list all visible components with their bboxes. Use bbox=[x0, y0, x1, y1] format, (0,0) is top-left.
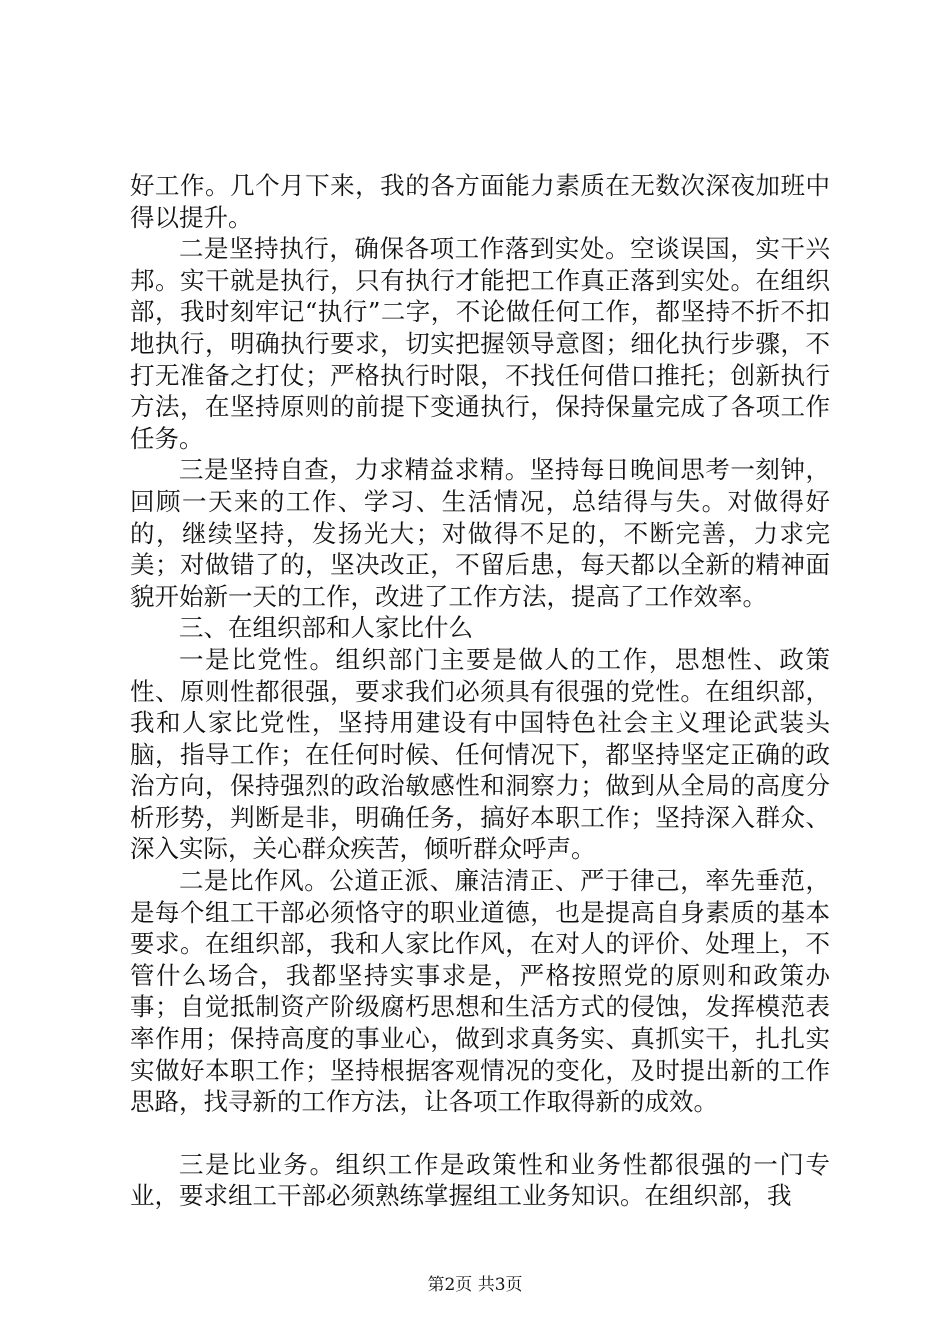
paragraph-business: 三是比业务。组织工作是政策性和业务性都很强的一门专业，要求组工干部必须熟练掌握组工业务知识。在组织部，我 bbox=[130, 1149, 830, 1211]
paragraph-gap bbox=[130, 1118, 830, 1149]
paragraph-party-spirit: 一是比党性。组织部门主要是做人的工作，思想性、政策性、原则性都很强，要求我们必须具有很强的党性。在组织部，我和人家比党性，坚持用建设有中国特色社会主义理论武装头脑，指导工作；在任何时候、任何情况下，都坚持坚定正确的政治方向，保持强烈的政治敏感性和洞察力；做到从全局的高度分析形势，判断是非，明确任务，搞好本职工作；坚持深入群众、深入实际，关心群众疾苦，倾听群众呼声。 bbox=[130, 644, 830, 864]
paragraph-work-style: 二是比作风。公道正派、廉洁清正、严于律己，率先垂范，是每个组工干部必须恪守的职业道德，也是提高自身素质的基本要求。在组织部，我和人家比作风，在对人的评价、处理上，不管什么场合，我都坚持实事求是，严格按照党的原则和政策办事；自觉抵制资产阶级腐朽思想和生活方式的侵蚀，发挥模范表率作用；保持高度的事业心，做到求真务实、真抓实干，扎扎实实做好本职工作；坚持根据客观情况的变化，及时提出新的工作思路，找寻新的工作方法，让各项工作取得新的成效。 bbox=[130, 866, 830, 1117]
document-body bbox=[130, 170, 830, 1212]
page-number: 第2页 共3页 bbox=[427, 1275, 523, 1295]
paragraph-continuation: 好工作。几个月下来，我的各方面能力素质在无数次深夜加班中得以提升。 bbox=[130, 171, 830, 232]
paragraph-self-check: 三是坚持自查，力求精益求精。坚持每日晚间思考一刻钟，回顾一天来的工作、学习、生活情况，总结得与失。对做得好的，继续坚持，发扬光大；对做得不足的，不断完善，力求完美；对做错了的，坚决改正，不留后患，每天都以全新的精神面貌开始新一天的工作，改进了工作方法，提高了工作效率。 bbox=[130, 455, 830, 611]
paragraph-execution: 二是坚持执行，确保各项工作落到实处。空谈误国，实干兴邦。实干就是执行，只有执行才能把工作真正落到实处。在组织部，我时刻牢记“执行”二字，不论做任何工作，都坚持不折不扣地执行，明确执行要求，切实把握领导意图；细化执行步骤，不打无准备之打仗；严格执行时限，不找任何借口推托；创新执行方法，在坚持原则的前提下变通执行，保持保量完成了各项工作任务。 bbox=[130, 234, 830, 453]
section-heading: 三、在组织部和人家比什么 bbox=[179, 613, 473, 643]
